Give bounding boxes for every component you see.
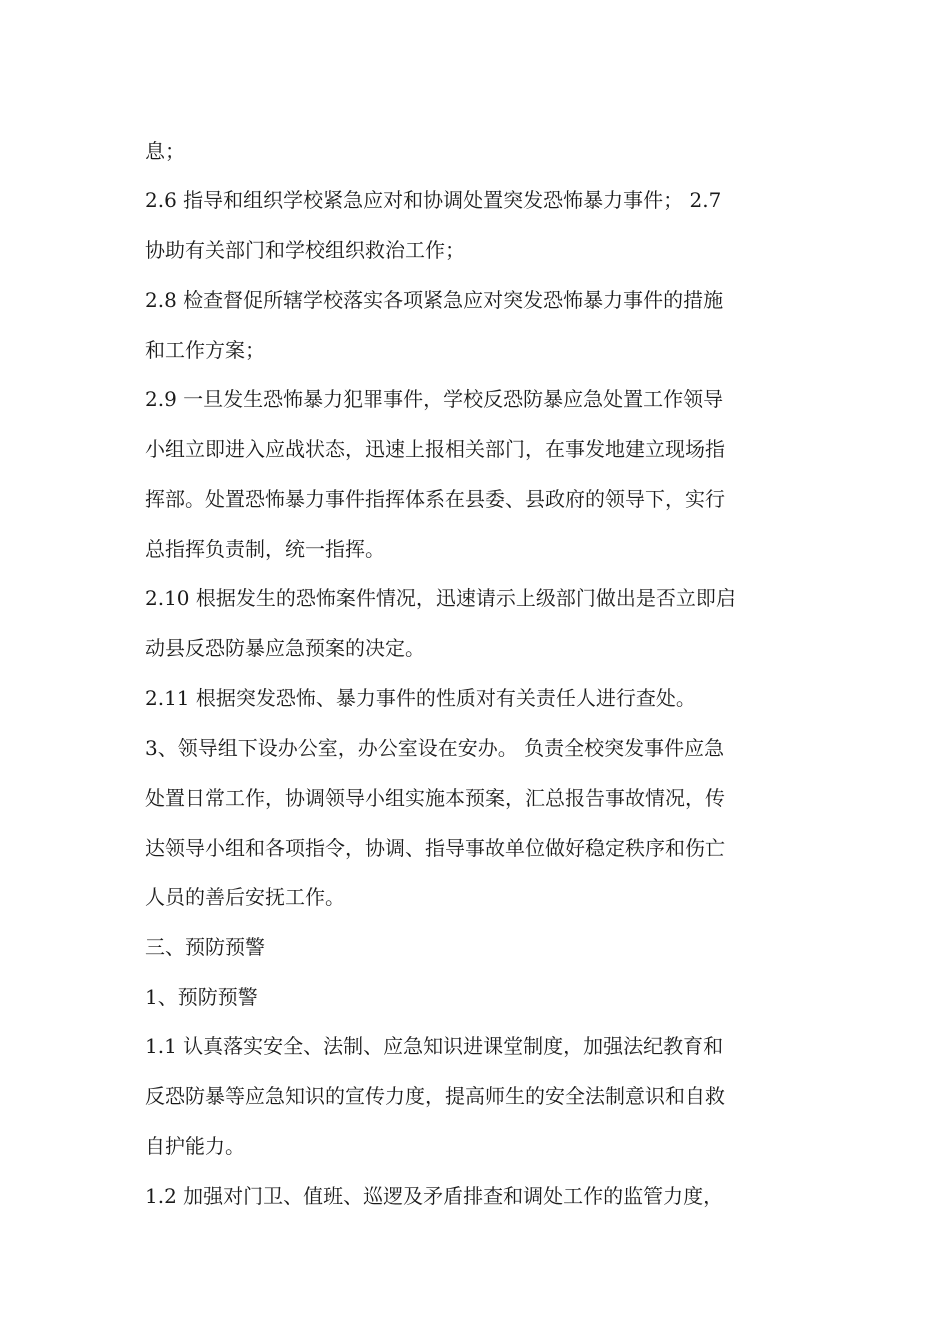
text-line: 挥部。处置恐怖暴力事件指挥体系在县委、县政府的领导下，实行 bbox=[145, 487, 725, 511]
section-heading: 三、预防预警 bbox=[145, 935, 265, 959]
text-line: 动县反恐防暴应急预案的决定。 bbox=[145, 636, 425, 660]
text-line: 处置日常工作，协调领导小组实施本预案，汇总报告事故情况，传 bbox=[145, 786, 725, 810]
text-line: 1.1 认真落实安全、法制、应急知识进课堂制度，加强法纪教育和 bbox=[145, 1034, 724, 1058]
text-line: 2.11 根据突发恐怖、暴力事件的性质对有关责任人进行查处。 bbox=[145, 686, 696, 710]
text-line: 总指挥负责制，统一指挥。 bbox=[145, 537, 385, 561]
text-line: 3、领导组下设办公室，办公室设在安办。 负责全校突发事件应急 bbox=[145, 736, 725, 760]
text-line: 2.10 根据发生的恐怖案件情况，迅速请示上级部门做出是否立即启 bbox=[145, 586, 736, 610]
text-line: 息； bbox=[145, 139, 185, 163]
text-line: 小组立即进入应战状态，迅速上报相关部门，在事发地建立现场指 bbox=[145, 437, 725, 461]
subsection-heading: 1、预防预警 bbox=[145, 985, 258, 1009]
text-line: 反恐防暴等应急知识的宣传力度，提高师生的安全法制意识和自救 bbox=[145, 1084, 725, 1108]
text-line: 和工作方案； bbox=[145, 338, 265, 362]
text-line: 自护能力。 bbox=[145, 1134, 245, 1158]
text-line: 2.6 指导和组织学校紧急应对和协调处置突发恐怖暴力事件； 2.7 bbox=[145, 188, 722, 212]
text-line: 1.2 加强对门卫、值班、巡逻及矛盾排查和调处工作的监管力度， bbox=[145, 1184, 724, 1208]
text-line: 协助有关部门和学校组织救治工作； bbox=[145, 238, 465, 262]
text-line: 2.9 一旦发生恐怖暴力犯罪事件，学校反恐防暴应急处置工作领导 bbox=[145, 387, 724, 411]
text-line: 人员的善后安抚工作。 bbox=[145, 885, 345, 909]
text-line: 达领导小组和各项指令，协调、指导事故单位做好稳定秩序和伤亡 bbox=[145, 836, 725, 860]
text-line: 2.8 检查督促所辖学校落实各项紧急应对突发恐怖暴力事件的措施 bbox=[145, 288, 724, 312]
